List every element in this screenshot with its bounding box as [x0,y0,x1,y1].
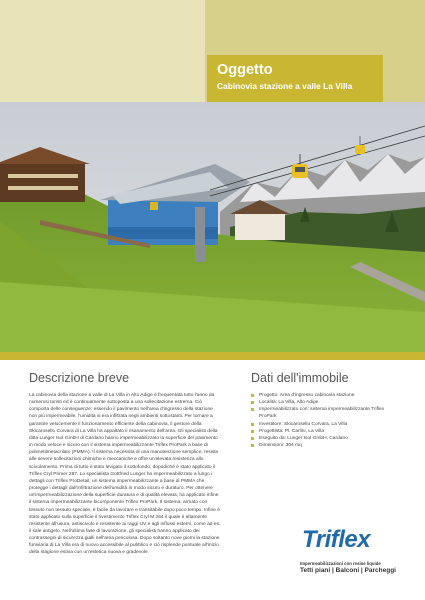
title-box [207,55,383,105]
description-heading: Descrizione breve [29,371,130,385]
fact-item: Dimensioni: 304 mq [251,442,401,449]
page-title: Oggetto [217,62,273,78]
fact-item: Eseguito da: Lunger Isol GmbH, Cardano [251,435,401,442]
description-text: La cabinovia della stazione a valle di La Villa in Alto Adige è frequentata tutto l'anno da numerosi turisti ed è continuamente sottoposta a una sollecitazione estrema. Ciò comporta delle conseguenze: essendo il pavimento nell'area d'ingresso della stazione non più impermeabile, l'umidità si era infiltrata negli ambienti sottostanti. Per tornare a garantire velocemente il funzionamento efficiente della cabinovia, il gestore della Skicarosello Corvara di La Villa ha appaltato il risanamento dell'area. Gli specialisti della ditta Lunger Isol GmbH di Cardano hanno impermeabilizzato la superficie del pavimento in modo veloce e sicuro con il sistema impermeabilizzante Triflex ProPark a base di polimetilmetacrilato (PMMA). Il sistema necessita di una manutenzione semplice, resiste alle severe sollecitazioni chimiche e meccaniche e offre un'elevata resistenza allo scivolamento. Prima di tutto è stato levigato il sottofondo, dopodiché è stato applicato il Triflex Cryl Primer 287. Lo specialista Gottfried Lunger ha impermeabilizzato a lungo i dettagli con Triflex ProDetail, un sistema impermeabilizzante a base di PMMA che protegge i dettagli dall'infiltrazione dell'umidità in modo sicuro e duraturo. Per ottenere un'impermeabilizzazione della superficie duratura e di qualità elevata, ha applicato infine il sistema impermeabilizzante bicomponente Triflex ProPark. Il sistema, armato con tessuto non tessuto speciale, è facile da lavorare e transitabile dopo poco tempo. Infine è stato applicato sulla superficie il rivestimento Triflex Cryl M 264 il quale è altamente resistente all'usura, antiscivolo e resistente ai raggi UV e agli influssi esterni, come ad es. il sale antigelo. Nell'ultima fase di lavorazione, gli specialisti hanno applicato dei contrassegni di sicurezza gialli nell'area pericolosa. Dopo soltanto nove giorni la stazione funiviaria di La Villa era di nuovo accessibile al pubblico e ciò risplende puntuale all'inizio della stagione estiva con un'estetica nuova e gradevole. [29,393,221,556]
facts-list [251,392,401,449]
fact-item: Progettista: Pl. Carlini, La Villa [251,428,401,435]
fact-item: Progetto: Area d'ingresso cabinovia stazione [251,392,401,399]
photo-illustration [0,102,425,357]
fact-item: Località: La Villa, Alto Adige [251,399,401,406]
cable-car-station-photo [0,102,425,357]
brand-segments: Tetti piani | Balconi | Parcheggi [300,567,396,574]
header-light-stripe [0,0,205,102]
fact-item: Impermeabilizzato con: sistema impermeabilizzante Triflex ProPark [251,406,401,420]
facts-heading: Dati dell'immobile [251,371,349,385]
page-subtitle: Cabinovia stazione a valle La Villa [217,81,353,91]
accent-bar [0,352,425,360]
triflex-logo: Triflex [302,526,371,553]
brand-tagline: Impermeabilizzazioni con resine liquide [300,561,381,566]
fact-item: Investitore: Skicarosello Corvara, La Villa [251,421,401,428]
